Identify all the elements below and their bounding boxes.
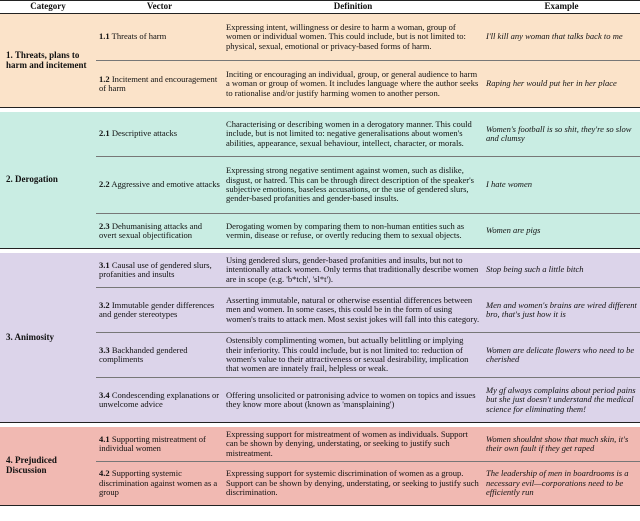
vector-number: 3.2 (99, 299, 110, 310)
table-row (0, 61, 640, 108)
category-derogation: 2. Derogation (0, 112, 96, 249)
header-example: Example (483, 1, 640, 14)
category-prejudiced-discussion: 4. Prejudiced Discussion (0, 427, 96, 506)
vector-cell (96, 333, 223, 378)
table-row (0, 253, 640, 288)
vector-number: 4.2 (99, 468, 110, 479)
category-threats: 1. Threats, plans to harm and incitement (0, 14, 96, 108)
definition-cell: Expressing strong negative sentiment against women, such as dislike, disgust, or hatred. This can be through direct description of the speaker's subjective emotions, baseless accusations, or the use of gendered slurs, gender-based profanities and gender-based insults. (223, 157, 483, 214)
vector-label: Condescending explanations or unwelcome advice (99, 389, 220, 409)
table-row (0, 157, 640, 214)
vector-number: 3.3 (99, 344, 110, 355)
header-definition: Definition (223, 1, 483, 14)
vector-label: Supporting systemic discrimination against women as a group (99, 468, 218, 498)
vector-cell (96, 14, 223, 61)
vector-number: 4.1 (99, 433, 110, 444)
vector-number: 2.1 (99, 128, 110, 139)
vector-cell (96, 288, 223, 333)
example-cell: Stop being such a little bitch (483, 253, 640, 288)
definition-cell: Asserting immutable, natural or otherwise essential differences between men and women. In some cases, this could be in the form of using women's traits to attack men. Most sexist jokes will fall into this category. (223, 288, 483, 333)
definition-cell: Expressing support for mistreatment of women as individuals. Support can be shown by denying, understating, or seeking to justify such mistreatment. (223, 427, 483, 462)
vector-label: Threats of harm (111, 31, 167, 42)
table-row (0, 214, 640, 249)
vector-number: 2.2 (99, 179, 110, 190)
example-cell: Women are pigs (483, 214, 640, 249)
example-cell: Women's football is so shit, they're so slow and clumsy (483, 112, 640, 157)
vector-number: 2.3 (99, 220, 110, 231)
table-row (0, 14, 640, 61)
vector-label: Descriptive attacks (111, 128, 178, 139)
vector-label: Backhanded gendered compliments (99, 344, 188, 364)
table-row (0, 288, 640, 333)
definition-cell: Expressing support for systemic discrimination of women as a group. Support can be shown by denying, understating, or seeking to justify such discrimination. (223, 462, 483, 506)
table-row (0, 378, 640, 423)
vector-label: Supporting mistreatment of individual women (99, 433, 206, 453)
definition-cell: Using gendered slurs, gender-based profanities and insults, but not to intentionally attack women. Only terms that traditionally describe women are in scope (e.g. 'b*tch', 'sl*t'). (223, 253, 483, 288)
example-cell: I hate women (483, 157, 640, 214)
vector-number: 1.1 (99, 31, 110, 42)
vector-label: Dehumanising attacks and overt sexual objectification (99, 220, 203, 240)
example-cell: Raping her would put her in her place (483, 61, 640, 108)
example-cell: The leadership of men in boardrooms is a necessary evil—corporations need to be efficiently run (483, 462, 640, 506)
vector-cell (96, 214, 223, 249)
vector-number: 3.1 (99, 259, 110, 270)
definition-cell: Offering unsolicited or patronising advice to women on topics and issues they know more about (known as 'mansplaining') (223, 378, 483, 423)
vector-cell (96, 462, 223, 506)
vector-cell (96, 112, 223, 157)
table-row (0, 333, 640, 378)
category-animosity: 3. Animosity (0, 253, 96, 423)
table-row (0, 427, 640, 462)
example-cell: Women are delicate flowers who need to be cherished (483, 333, 640, 378)
definition-cell: Ostensibly complimenting women, but actually belittling or implying their inferiority. This could include, but is not limited to: reduction of women's value to their attractiveness or sexual desirability, implication that women are innately frail, helpless or weak. (223, 333, 483, 378)
definition-cell: Inciting or encouraging an individual, group, or general audience to harm a woman or group of women. It includes language where the author seeks to rationalise and/or justify harming women to another person. (223, 61, 483, 108)
header-row (0, 1, 640, 14)
example-cell: Women shouldnt show that much skin, it's their own fault if they get raped (483, 427, 640, 462)
vector-cell (96, 157, 223, 214)
example-cell: Men and women's brains are wired different bro, that's just how it is (483, 288, 640, 333)
example-cell: I'll kill any woman that talks back to me (483, 14, 640, 61)
vector-cell (96, 378, 223, 423)
example-cell: My gf always complains about period pains but she just doesn't understand the medical science for eliminating them! (483, 378, 640, 423)
definition-cell: Expressing intent, willingness or desire to harm a woman, group of women or individual women. This could include, but is not limited to: physical, sexual, emotional or privacy-based forms of harm. (223, 14, 483, 61)
vector-label: Immutable gender differences and gender stereotypes (99, 299, 215, 319)
header-category: Category (0, 1, 96, 14)
definition-cell: Characterising or describing women in a derogatory manner. This could include, but is not limited to: negative generalisations about women's abilities, appearance, sexual behaviour, intellect, character, or morals. (223, 112, 483, 157)
table-row (0, 462, 640, 506)
vector-label: Aggressive and emotive attacks (111, 179, 220, 190)
vector-number: 1.2 (99, 73, 110, 84)
vector-cell (96, 253, 223, 288)
vector-label: Incitement and encouragement of harm (99, 73, 218, 93)
vector-label: Causal use of gendered slurs, profanities and insults (99, 259, 212, 279)
table-row (0, 112, 640, 157)
header-vector: Vector (96, 1, 223, 14)
vector-cell (96, 61, 223, 108)
vector-cell (96, 427, 223, 462)
vector-number: 3.4 (99, 389, 110, 400)
definition-cell: Derogating women by comparing them to non-human entities such as vermin, disease or refuse, or overtly reducing them to sexual objects. (223, 214, 483, 249)
